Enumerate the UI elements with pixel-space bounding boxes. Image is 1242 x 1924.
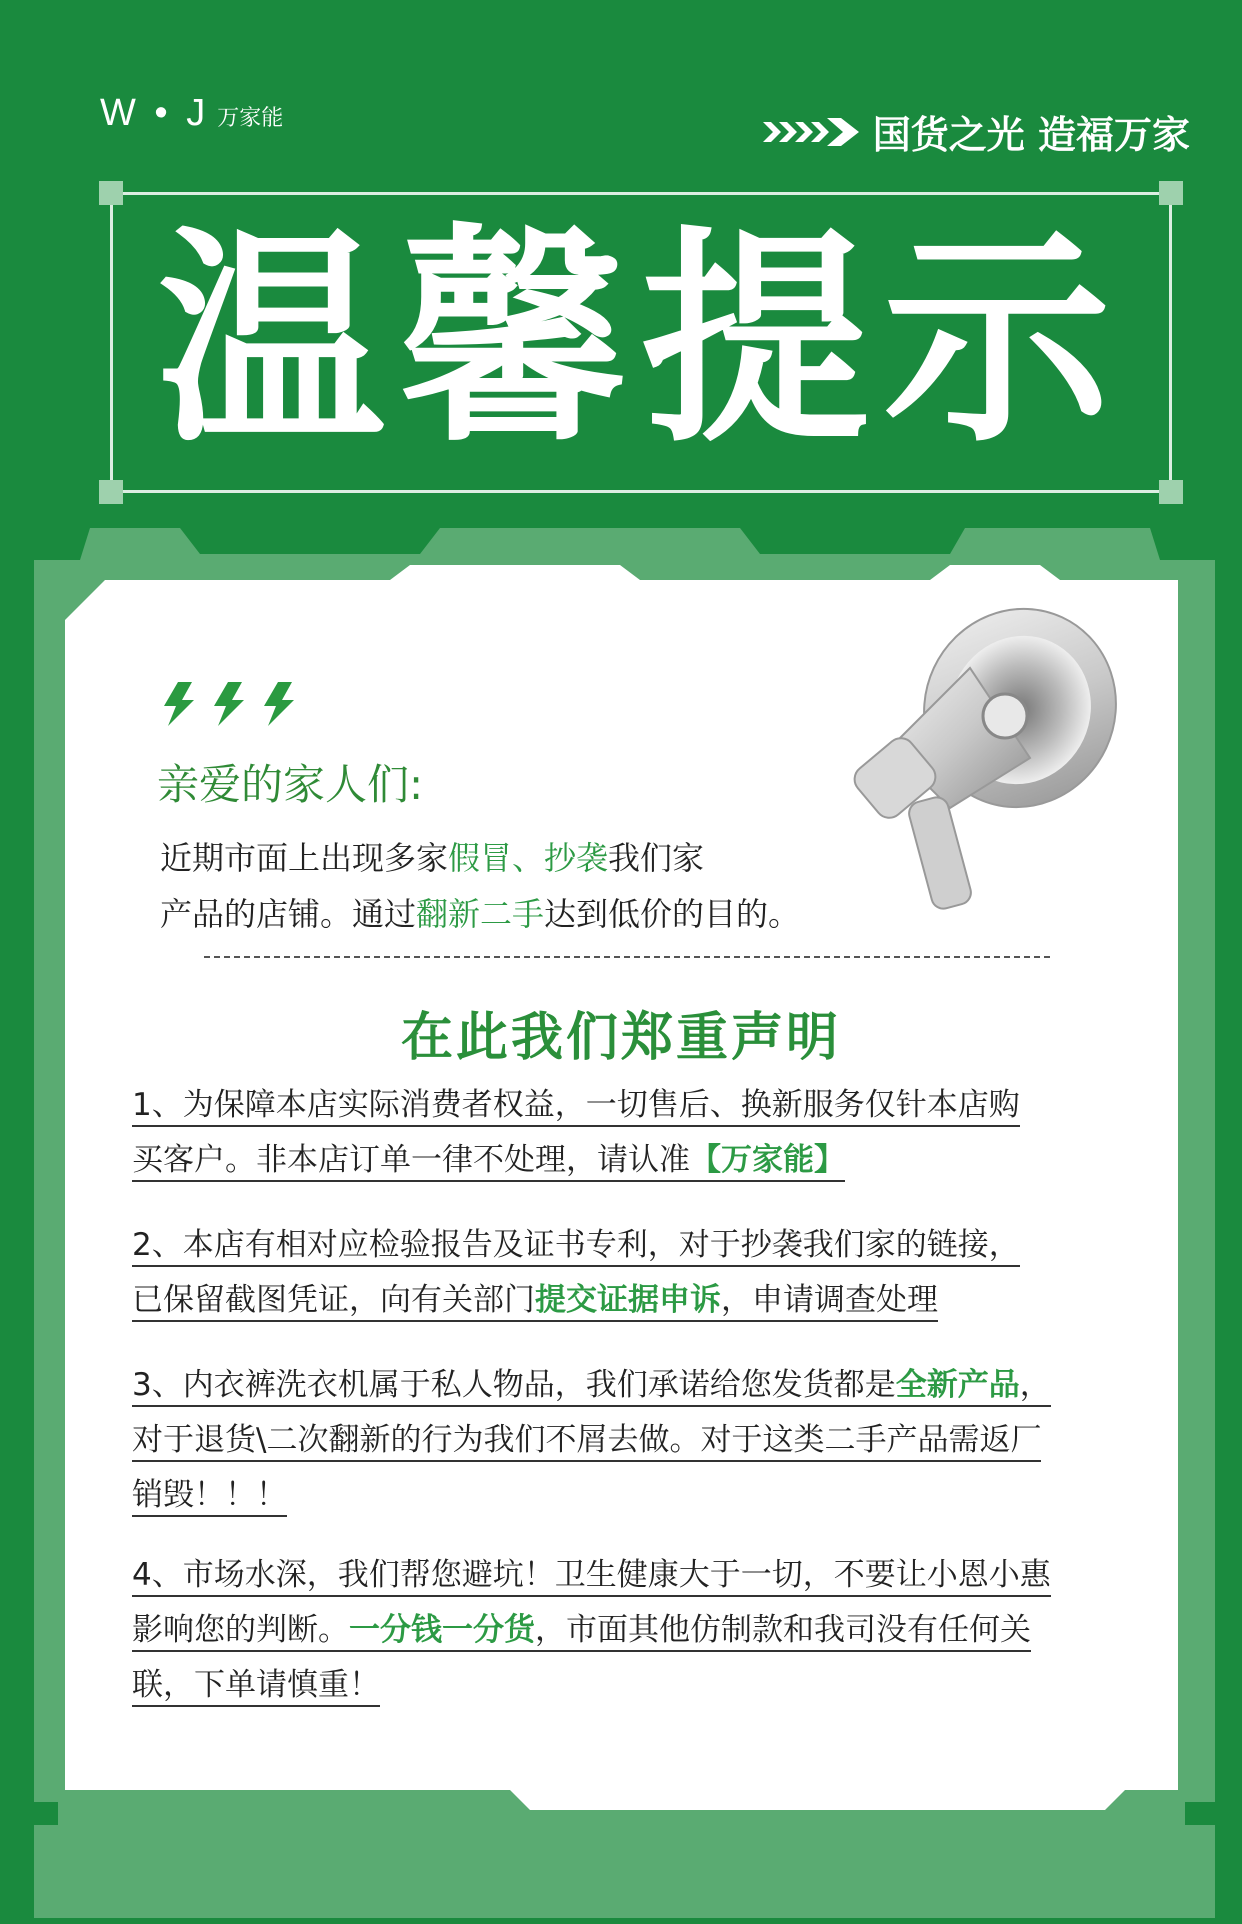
frame-corner (99, 480, 123, 504)
declaration-item-2 (132, 1218, 1122, 1328)
item-highlight: 一分钱一分货 (349, 1612, 535, 1648)
intro-highlight: 假冒、抄袭 (448, 839, 609, 877)
greeting: 亲爱的家人们: (157, 760, 424, 809)
slogan-text: 国货之光 造福万家 (872, 113, 1190, 157)
item-text: 销毁！！！ (132, 1477, 287, 1517)
frame-corner (1159, 181, 1183, 205)
item-text: ，申请调查处理 (721, 1282, 938, 1318)
item-text: 2、本店有相对应检验报告及证书专利，对于抄袭我们家的链接， (132, 1227, 1020, 1267)
brand-logo (100, 92, 283, 135)
title-frame (110, 192, 1172, 493)
intro-highlight: 翻新二手 (416, 895, 545, 933)
intro-text: 产品的店铺。通过 (160, 895, 417, 933)
item-highlight: 【万家能】 (690, 1142, 845, 1178)
brand-name: 万家能 (217, 106, 284, 131)
lightning-bolt-icons (160, 682, 310, 726)
divider (204, 956, 1050, 958)
item-text: 影响您的判断。 (132, 1612, 349, 1648)
intro-paragraph (160, 830, 860, 942)
page-title: 温馨提示 (157, 207, 1125, 473)
item-text: 已保留截图凭证，向有关部门 (132, 1282, 535, 1318)
item-text: 4、市场水深，我们帮您避坑！卫生健康大于一切，不要让小恩小惠 (132, 1557, 1051, 1597)
item-text: ，市面其他仿制款和我司没有任何关 (535, 1612, 1031, 1648)
item-text: 联，下单请慎重！ (132, 1667, 380, 1707)
frame-corner (1159, 480, 1183, 504)
item-text: 对于退货\二次翻新的行为我们不屑去做。对于这类二手产品需返厂 (132, 1422, 1041, 1462)
item-text: ， (1019, 1367, 1051, 1403)
declaration-heading: 在此我们郑重声明 (400, 1008, 841, 1068)
frame-corner (99, 181, 123, 205)
double-arrow-icon (763, 112, 863, 152)
item-text: 买客户。非本店订单一律不处理，请认准 (132, 1142, 690, 1178)
intro-text: 我们家 (608, 839, 705, 877)
intro-text: 达到低价的目的。 (544, 895, 801, 933)
item-text: 3、内衣裤洗衣机属于私人物品，我们承诺给您发货都是 (132, 1367, 896, 1403)
megaphone-icon (820, 598, 1140, 938)
declaration-item-4 (132, 1548, 1122, 1713)
declaration-item-3 (132, 1358, 1122, 1523)
item-text: 1、为保障本店实际消费者权益，一切售后、换新服务仅针本店购 (132, 1087, 1020, 1127)
item-highlight: 全新产品 (895, 1367, 1020, 1403)
slogan (763, 104, 1190, 159)
intro-text: 近期市面上出现多家 (160, 839, 449, 877)
item-highlight: 提交证据申诉 (535, 1282, 721, 1318)
declaration-item-1 (132, 1078, 1122, 1188)
brand-initials: W • J (100, 92, 210, 134)
